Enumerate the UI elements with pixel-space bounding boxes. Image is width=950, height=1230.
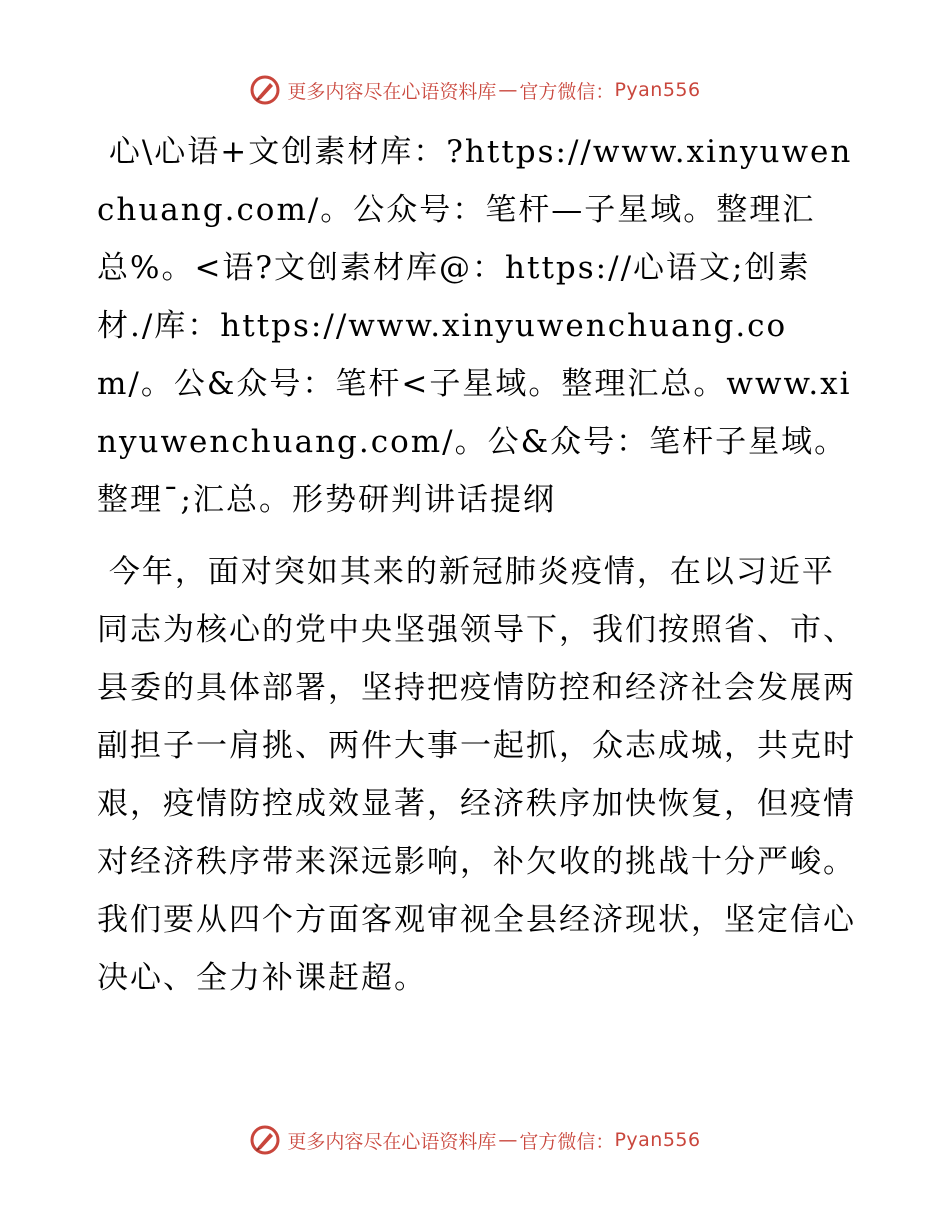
paragraph-main: 今年，面对突如其来的新冠肺炎疫情，在以习近平同志为核心的党中央坚强领导下，我们按照省、市、县委的具体部署，坚持把疫情防控和经济社会发展两副担子一肩挑、两件大事一起抓，众志成城，共克时艰，疫情防控成效显著，经济秩序加快恢复，但疫情对经济秩序带来深远影响，补欠收的挑战十分严峻。我们要从四个方面客观审视全县经济现状，坚定信心决心、全力补课赶超。 <box>97 554 856 996</box>
watermark-separator: — <box>498 1129 518 1151</box>
watermark-text: 更多内容尽在心语资料库 <box>287 80 497 103</box>
watermark-label: 官方微信： <box>519 80 615 103</box>
watermark-wechat-id: Pyan556 <box>614 1129 701 1151</box>
watermark-wechat-id: Pyan556 <box>614 79 701 101</box>
header-watermark <box>0 70 950 110</box>
pen-logo-icon <box>249 74 281 106</box>
paragraph-intro: 心\心语+文创素材库：?https://www.xinyuwenchuang.com/。公众号：笔杆—子星域。整理汇总%。<语?文创素材库@：https://心语文;创素材./库：https://www.xinyuwenchuang.com/。公&众号：笔杆<子星域。整理汇总。www.xinyuwenchuang.com/。公&众号：笔杆子星域。整理¯;汇总。形势研判讲话提纲 <box>97 134 853 518</box>
document-body <box>97 123 857 1007</box>
watermark-separator: — <box>498 79 518 101</box>
watermark-label: 官方微信： <box>519 1130 615 1153</box>
footer-watermark <box>0 1120 950 1160</box>
watermark-text: 更多内容尽在心语资料库 <box>287 1130 497 1153</box>
pen-logo-icon <box>249 1124 281 1156</box>
